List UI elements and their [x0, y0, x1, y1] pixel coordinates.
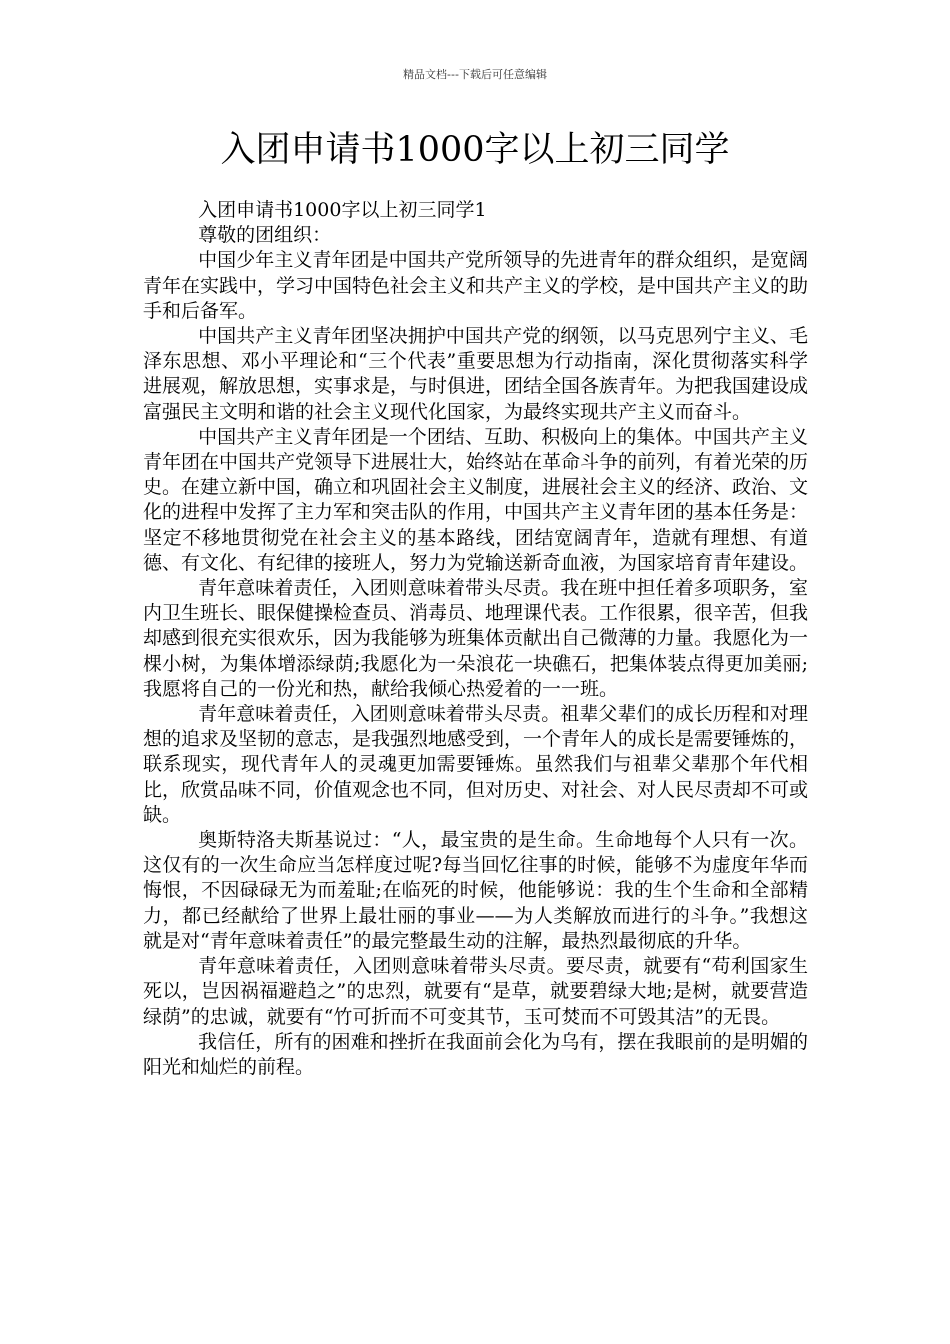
paragraph: 中国共产主义青年团坚决拥护中国共产党的纲领，以马克思列宁主义、毛泽东思想、邓小平理论和“三个代表”重要思想为行动指南，深化贯彻落实科学进展观，解放思想，实事求是，与时俱进，团结全国各族青年。为把我国建设成富强民主文明和谐的社会主义现代化国家，为最终实现共产主义而奋斗。 — [143, 325, 809, 423]
paragraph: 青年意味着责任，入团则意味着带头尽责。我在班中担任着多项职务，室内卫生班长、眼保健操检查员、消毒员、地理课代表。工作很累，很辛苦，但我却感到很充实很欢乐，因为我能够为班集体贡献出自己微薄的力量。我愿化为一棵小树，为集体增添绿荫;我愿化为一朵浪花一块礁石，把集体装点得更加美丽;我愿将自己的一份光和热，献给我倾心热爱着的一一班。 — [143, 577, 809, 700]
paragraph: 中国少年主义青年团是中国共产党所领导的先进青年的群众组织，是宽阔青年在实践中，学习中国特色社会主义和共产主义的学校，是中国共产主义的助手和后备军。 — [143, 249, 809, 322]
paragraph: 青年意味着责任，入团则意味着带头尽责。祖辈父辈们的成长历程和对理想的追求及坚韧的意志，是我强烈地感受到，一个青年人的成长是需要锤炼的，联系现实，现代青年人的灵魂更加需要锤炼。虽然我们与祖辈父辈那个年代相比，欣赏品味不同，价值观念也不同，但对历史、对社会、对人民尽责却不可或缺。 — [143, 703, 809, 826]
paragraph: 中国共产主义青年团是一个团结、互助、积极向上的集体。中国共产主义青年团在中国共产党领导下进展壮大，始终站在革命斗争的前列，有着光荣的历史。在建立新中国，确立和巩固社会主义制度，进展社会主义的经济、政治、文化的进程中发挥了主力军和突击队的作用，中国共产主义青年团的基本任务是：坚定不移地贯彻党在社会主义的基本路线，团结宽阔青年，造就有理想、有道德、有文化、有纪律的接班人，努力为党输送新奇血液，为国家培育青年建设。 — [143, 425, 809, 574]
paragraph: 奥斯特洛夫斯基说过：“人，最宝贵的是生命。生命地每个人只有一次。这仅有的一次生命应当怎样度过呢?每当回忆往事的时候，能够不为虚度年华而悔恨，不因碌碌无为而羞耻;在临死的时候，他能够说：我的生个生命和全部精力，都已经献给了世界上最壮丽的事业——为人类解放而进行的斗争。”我想这就是对“青年意味着责任”的最完整最生动的注解，最热烈最彻底的升华。 — [143, 829, 808, 952]
document-title: 入团申请书1000字以上初三同学 — [220, 130, 730, 170]
page-header-note: 精品文档---下载后可任意编辑 — [403, 68, 547, 81]
paragraph: 青年意味着责任，入团则意味着带头尽责。要尽责，就要有“苟利国家生死以，岂因祸福避趋之”的忠烈，就要有“是草，就要碧绿大地;是树，就要营造绿荫”的忠诚，就要有“竹可折而不可变其节，玉可焚而不可毁其洁”的无畏。 — [143, 955, 808, 1028]
paragraph: 我信任，所有的困难和挫折在我面前会化为乌有，摆在我眼前的是明媚的阳光和灿烂的前程。 — [143, 1030, 808, 1078]
paragraph-subtitle: 入团申请书1000字以上初三同学1 — [198, 199, 487, 221]
document-body — [143, 198, 808, 1080]
paragraph-salutation: 尊敬的团组织： — [198, 224, 332, 247]
